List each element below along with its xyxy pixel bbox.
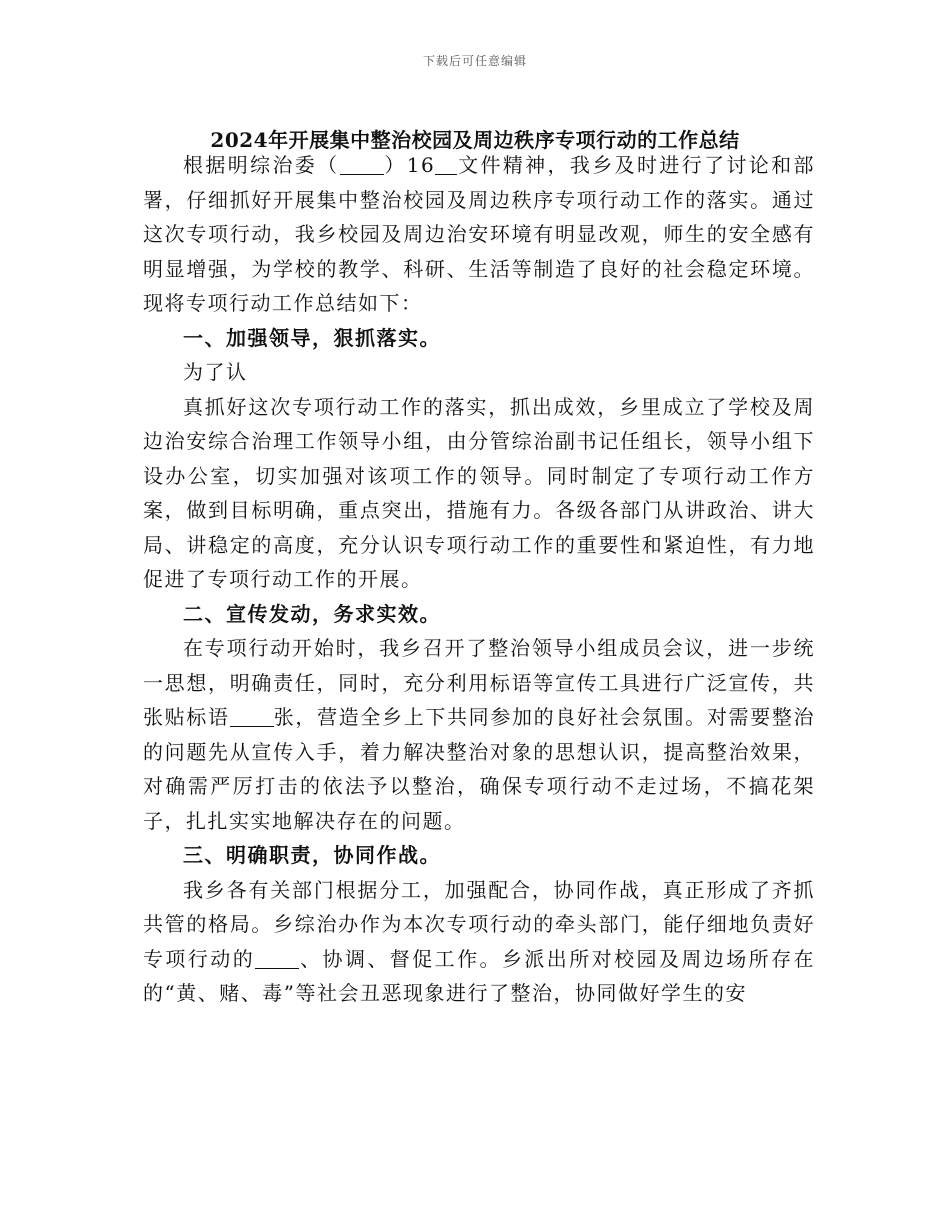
responsibility-text-2: 、协调、督促工作。乡派出所对校园及周边场所存在的“黄、赌、毒”等社会丑恶现象进行了整治，协同做好学生的安 [143, 946, 816, 1005]
intro-text-3: 文件精神，我乡及时进行了讨论和部署，仔细抓好开展集中整治校园及周边秩序专项行动工作的落实。通过这次专项行动，我乡校园及周边治安环境有明显改观，师生的安全感有明显增强，为学校的教学、科研、生活等制造了良好的社会稳定环境。现将专项行动工作总结如下： [143, 153, 816, 315]
page-header: 下载后可任意编辑 [422, 54, 527, 68]
paragraph-fragment: 为了认 [183, 360, 248, 384]
publicity-text-2: 张，营造全乡上下共同参加的良好社会氛围。对需要整治的问题先从宣传入手，着力解决整治对象的思想认识，提高整治效果，对确需严厉打击的依法予以整治，确保专项行动不走过场，不搞花架子，扎扎实实地解决存在的问题。 [143, 705, 816, 833]
publicity-text-1: 在专项行动开始时，我乡召开了整治领导小组成员会议，进一步统一思想，明确责任，同时，充分利用标语等宣传工具进行广泛宣传，共张贴标语 [143, 636, 815, 729]
paragraph-responsibility [143, 873, 815, 1011]
blank-underline [230, 706, 274, 727]
section-heading-2: 二、宣传发动，务求实效。 [183, 601, 441, 626]
document-body [143, 140, 815, 1011]
blank-underline [255, 948, 299, 969]
blank-underline [435, 154, 457, 175]
paragraph-publicity [143, 631, 815, 838]
intro-text-1: 根据明综治委（ [183, 153, 340, 177]
paragraph-leadership: 真抓好这次专项行动工作的落实，抓出成效，乡里成立了学校及周边治安综合治理工作领导小组，由分管综治副书记任组长，领导小组下设办公室，切实加强对该项工作的领导。同时制定了专项行动工作方案，做到目标明确，重点突出，措施有力。各级各部门从讲政治、讲大局、讲稳定的高度，充分认识专项行动工作的重要性和紧迫性，有力地促进了专项行动工作的开展。 [143, 394, 815, 591]
section-heading-1: 一、加强领导，狠抓落实。 [183, 325, 441, 350]
document-title: 2024年开展集中整治校园及周边秩序专项行动的工作总结 [210, 128, 740, 152]
paragraph-intro [143, 140, 815, 321]
blank-underline [340, 154, 384, 175]
responsibility-text-1: 我乡各有关部门根据分工，加强配合，协同作战，真正形成了齐抓共管的格局。乡综治办作为本次专项行动的牵头部门，能仔细地负责好专项行动的 [143, 877, 815, 971]
section-heading-3: 三、明确职责，协同作战。 [183, 843, 441, 867]
intro-text-2: ）16 [383, 153, 436, 177]
